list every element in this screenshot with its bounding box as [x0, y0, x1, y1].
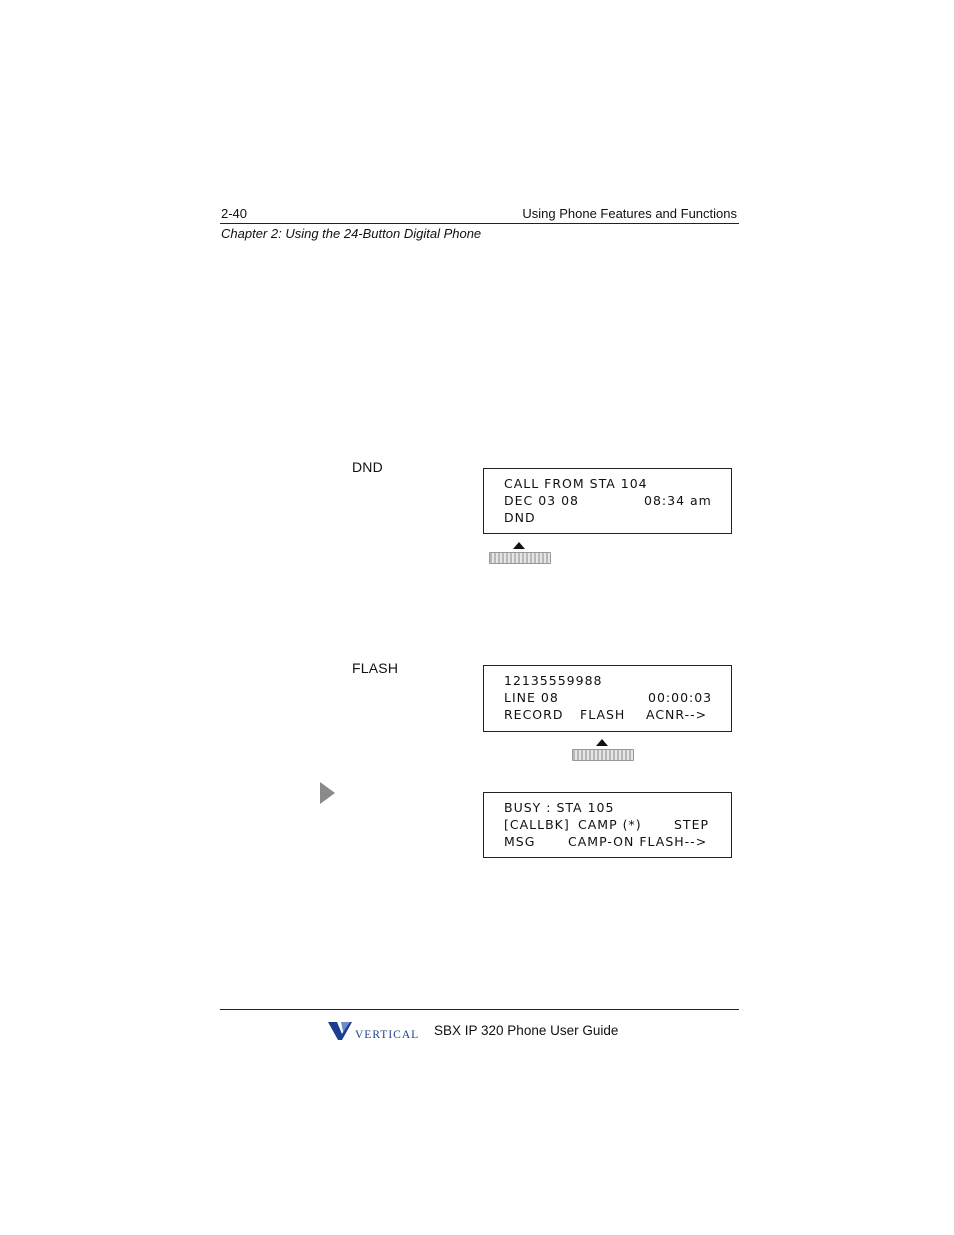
flash-key-label: FLASH: [352, 660, 399, 676]
lcd-softkey-label: STEP: [674, 817, 710, 832]
footer-divider: [220, 1009, 739, 1010]
vertical-logo-icon: [328, 1020, 428, 1042]
lcd-timer: 00:00:03: [648, 690, 713, 705]
lcd-softkey-label: CAMP-ON FLASH-->: [568, 834, 708, 849]
soft-key-pointer-icon: [596, 739, 608, 746]
soft-key-bar-icon: [572, 749, 634, 761]
header-divider: [220, 223, 739, 224]
play-arrow-icon: [320, 782, 335, 804]
soft-key-pointer-icon: [513, 542, 525, 549]
lcd-line: LINE 08: [504, 690, 559, 705]
lcd-display-flash: [483, 665, 732, 732]
logo-text: VERTICAL: [355, 1029, 420, 1041]
lcd-line: CALL FROM STA 104: [504, 476, 648, 491]
lcd-softkey-label: FLASH: [580, 707, 626, 722]
lcd-line: 12135559988: [504, 673, 603, 688]
lcd-softkey-label: ACNR-->: [646, 707, 708, 722]
lcd-softkey-label: CAMP (*): [578, 817, 642, 832]
lcd-softkey-label: DND: [504, 510, 536, 525]
lcd-line: DEC 03 08: [504, 493, 580, 508]
lcd-softkey-label: MSG: [504, 834, 536, 849]
guide-title: SBX IP 320 Phone User Guide: [434, 1023, 619, 1038]
page-number: 2-40: [221, 206, 248, 221]
chapter-title: Chapter 2: Using the 24-Button Digital Phone: [221, 226, 482, 241]
flash-soft-key-button[interactable]: [572, 739, 634, 763]
dnd-soft-key-button[interactable]: [489, 542, 551, 566]
lcd-softkey-label: RECORD: [504, 707, 564, 722]
dnd-key-label: DND: [352, 459, 383, 475]
lcd-time: 08:34 am: [644, 493, 712, 508]
section-title: Using Phone Features and Functions: [522, 206, 737, 221]
lcd-line: BUSY : STA 105: [504, 800, 615, 815]
lcd-display-busy: [483, 792, 732, 858]
lcd-softkey-label: [CALLBK]: [504, 817, 570, 832]
soft-key-bar-icon: [489, 552, 551, 564]
lcd-display-dnd: [483, 468, 732, 534]
